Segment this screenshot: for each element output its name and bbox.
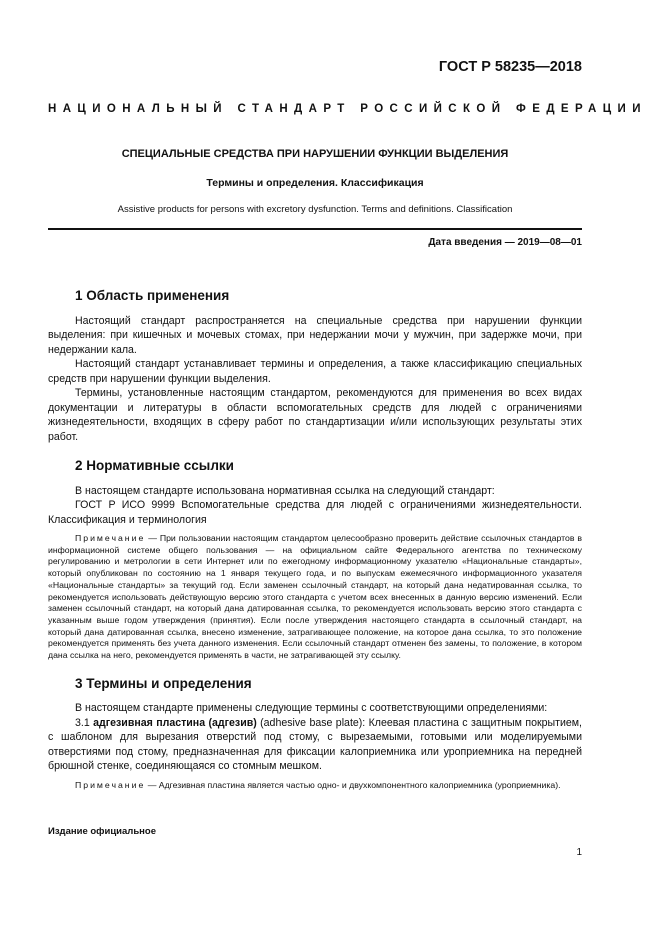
page-number: 1 [576,847,582,858]
section-1-heading: 1 Область применения [75,288,230,303]
section-2-reference: ГОСТ Р ИСО 9999 Вспомогательные средства для людей с ограничениями жизнедеятельности. Классификация и терминология [48,499,582,526]
document-title: СПЕЦИАЛЬНЫЕ СРЕДСТВА ПРИ НАРУШЕНИИ ФУНКЦИИ ВЫДЕЛЕНИЯ [121,148,509,160]
note-label: Примечание [75,533,146,543]
national-standard-banner: НАЦИОНАЛЬНЫЙ СТАНДАРТ РОССИЙСКОЙ ФЕДЕРАЦИИ [48,103,647,115]
term-entry [48,716,582,774]
document-title-english: Assistive products for persons with excretory dysfunction. Terms and definitions. Classification [117,204,513,215]
document-subtitle: Термины и определения. Классификация [206,177,424,189]
section-3-heading: 3 Термины и определения [75,675,252,691]
section-spacer [48,444,582,459]
section-3-paragraph: В настоящем стандарте применены следующие термины с соответствующими определениями: [75,702,548,715]
document-body [48,289,582,791]
section-1-paragraph: Настоящий стандарт устанавливает термины и определения, а также классификацию специальных средств при нарушении функции выделения. [48,358,582,385]
note-text: — При пользовании настоящим стандартом целесообразно проверить действие ссылочных стандартов в информационной системе общего пользования — на официальном сайте Федерального агентства по техническому регулированию и метрологии в сети Интернет или по ежегодному информационному указателю «Национальные стандарты», который опубликован по состоянию на 1 января текущего года, и по выпускам ежемесячного информационного указателя «Национальные стандарты» за текущий год. Если заменен ссылочный стандарт, на который дана недатированная ссылка, то рекомендуется использовать действующую версию этого стандарта с учетом всех внесенных в данную версию изменений. Если заменен ссылочный стандарт, на который дана датированная ссылка, то рекомендуется использовать версию этого стандарта с указанным выше годом утверждения (принятия). Если после утверждения настоящего стандарта в ссылочный стандарт, на который дана датированная ссылка, внесено изменение, затрагивающее положение, на которое дана ссылка, то это положение рекомендуется применять без учета данного изменения. Если ссылочный стандарт отменен без замены, то положение, в котором дана ссылка на него, рекомендуется применять в части, не затрагивающей эту ссылку. [48,533,582,661]
term-number: 3.1 [75,716,94,729]
official-edition-label: Издание официальное [48,826,156,837]
document-code: ГОСТ Р 58235—2018 [438,59,582,75]
term-definition: (adhesive base plate): Клеевая пластина с защитным покрытием, с шаблоном для вырезания отверстий под стому, с вырезаемыми, готовыми или моделируемыми отверстиями под стому, предназначенная для фиксации калоприемника или уроприемника на передней брюшной стенке, соединяющаяся со стомным мешком. [48,716,582,773]
introduction-date: Дата введения — 2019—08—01 [428,237,582,248]
section-spacer [48,662,582,677]
section-2-note [48,533,582,662]
header-divider [48,228,582,230]
section-3-note [48,780,582,792]
term-name: адгезивная пластина (адгезив) [93,716,257,729]
note-label: Примечание [75,779,146,790]
section-1-paragraph: Термины, установленные настоящим стандартом, рекомендуются для применения во всех видах документации и литературы в области вспомогательных средств для людей с ограничениями жизнедеятельности, входящих в сферу работ по стандартизации и/или использующих результаты этих работ. [48,387,582,443]
section-2-paragraph: В настоящем стандарте использована нормативная ссылка на следующий стандарт: [75,484,495,497]
section-1-paragraph: Настоящий стандарт распространяется на специальные средства при нарушении функции выделения: при кишечных и мочевых стомах, при недержании мочи у мужчин, при задержке мочи, при недержании кала. [48,314,582,356]
section-2-heading: 2 Нормативные ссылки [75,458,234,473]
note-text: — Адгезивная пластина является частью одно- и двухкомпонентного калоприемника (уроприемника). [145,779,561,790]
